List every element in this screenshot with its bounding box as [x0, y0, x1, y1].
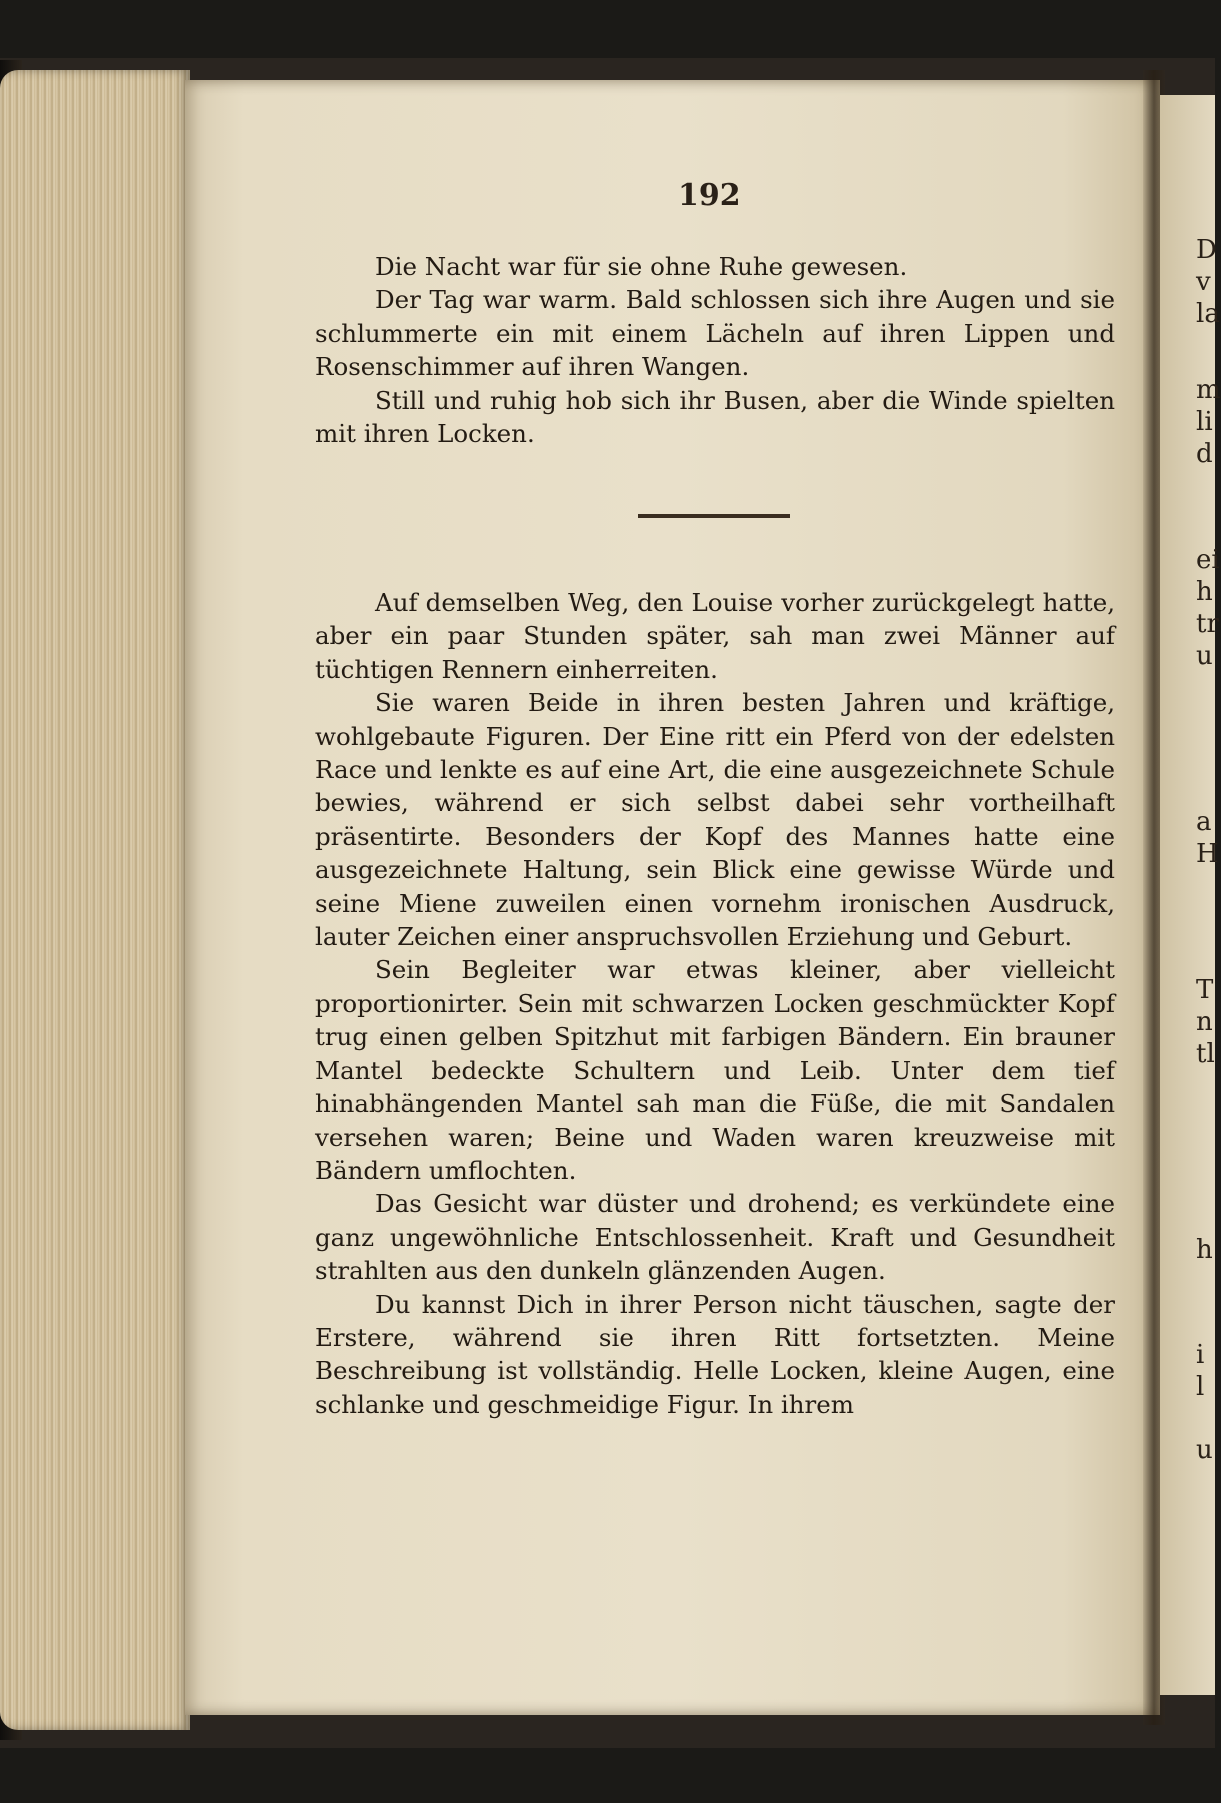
facing-page-fragment: n: [1196, 1007, 1213, 1037]
paragraph: Die Nacht war für sie ohne Ruhe gewesen.: [375, 252, 908, 281]
text-section-2: [315, 586, 1115, 1421]
text-section-1: [315, 250, 1115, 450]
paragraph: Auf demselben Weg, den Louise vorher zurückgelegt hatte, aber ein paar Stunden später, sah man zwei Männer auf tüchtigen Rennern einherreiten.: [315, 588, 1115, 684]
facing-page-fragment: T: [1196, 975, 1214, 1005]
facing-page-fragment: tr: [1196, 609, 1219, 639]
paragraph: Sein Begleiter war etwas kleiner, aber vielleicht proportionirter. Sein mit schwarzen Locken geschmückter Kopf trug einen gelben Spitzhut mit farbigen Bändern. Ein brauner Mantel bedeckte Schultern und Leib. Unter dem tief hinabhängenden Mantel sah man die Füße, die mit Sandalen versehen waren; Beine und Waden waren kreuzweise mit Bändern umflochten.: [315, 955, 1115, 1185]
facing-page-fragment: D: [1196, 235, 1217, 265]
facing-page-fragment: H: [1196, 839, 1219, 869]
paragraph: Du kannst Dich in ihrer Person nicht täuschen, sagte der Erstere, während sie ihren Ritt fortsetzten. Meine Beschreibung ist vollständig. Helle Locken, kleine Augen, eine schlanke und geschmeidige Figur. In ihrem: [315, 1289, 1115, 1419]
facing-page-fragment: h: [1196, 1235, 1213, 1265]
facing-page-fragment: a: [1196, 807, 1212, 837]
facing-page-fragment: l: [1196, 1372, 1205, 1402]
facing-page-fragment: li: [1196, 407, 1213, 437]
facing-page-fragment: v: [1196, 267, 1211, 297]
facing-page-fragment: u: [1196, 1435, 1213, 1465]
facing-page-edge: [1160, 95, 1221, 1695]
paragraph: Das Gesicht war düster und drohend; es verkündete eine ganz ungewöhnliche Entschlossenheit. Kraft und Gesundheit strahlten aus den dunkeln glänzenden Augen.: [315, 1189, 1115, 1286]
facing-page-fragment: m: [1196, 375, 1221, 405]
facing-page-fragment: la: [1196, 299, 1220, 329]
paragraph: Sie waren Beide in ihren besten Jahren und kräftige, wohlgebaute Figuren. Der Eine ritt ein Pferd von der edelsten Race und lenkte es auf eine Art, die eine ausgezeichnete Schule bewies, während er sich selbst dabei sehr vortheilhaft präsentirte. Besonders der Kopf des Mannes hatte eine ausgezeichnete Haltung, sein Blick eine gewisse Würde und seine Miene zuweilen einen vornehm ironischen Ausdruck, lauter Zeichen einer anspruchsvollen Erziehung und Geburt.: [315, 688, 1115, 952]
facing-page-fragment: i: [1196, 1340, 1205, 1370]
facing-page-fragment: d: [1196, 439, 1213, 469]
paragraph: Der Tag war warm. Bald schlossen sich ihre Augen und sie schlummerte ein mit einem Lächeln auf ihren Lippen und Rosenschimmer auf ihren Wangen.: [315, 285, 1115, 382]
section-divider: [638, 514, 790, 518]
facing-page-fragment: u: [1196, 641, 1213, 671]
facing-page-fragment: ei: [1196, 545, 1220, 575]
page-number: 192: [678, 178, 741, 213]
paragraph: Still und ruhig hob sich ihr Busen, aber die Winde spielten mit ihren Locken.: [315, 385, 1115, 449]
facing-page-fragment: tl: [1196, 1039, 1215, 1069]
page-stack-edges: [0, 70, 190, 1730]
facing-page-fragment: h: [1196, 577, 1213, 607]
